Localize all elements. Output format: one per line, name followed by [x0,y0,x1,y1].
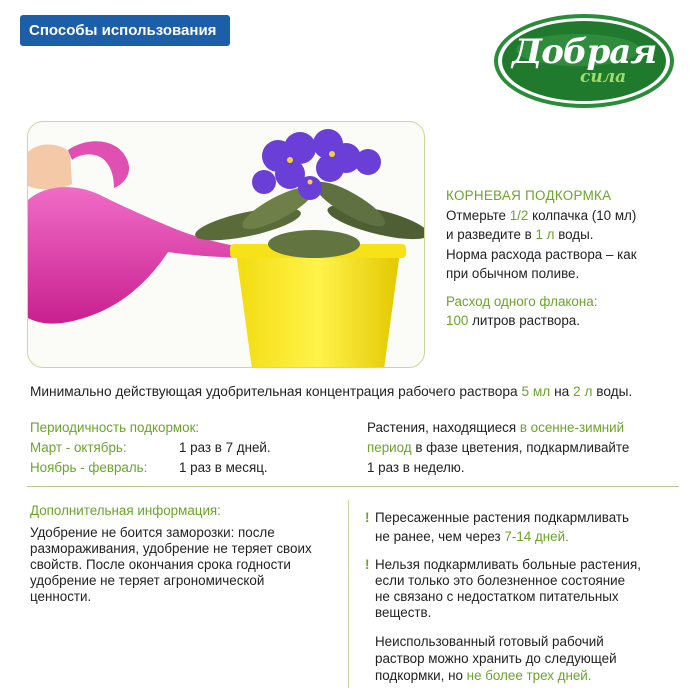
min-concentration-amount-1: 5 мл [521,384,551,399]
min-concentration-line [30,384,632,399]
storage-note [365,633,687,684]
additional-info-title: Дополнительная информация: [30,503,221,518]
transplant-note [365,510,687,545]
bottle-yield-amount: 100 [446,313,469,328]
transplant-note-line-2 [375,529,687,545]
section-divider [27,486,679,487]
dosage-line [446,206,686,226]
sick-note-line: веществ. [375,605,432,620]
column-divider [348,500,349,688]
bottle-yield-line [446,311,686,331]
dosage-text-tail: колпачка (10 мл) [528,207,637,223]
periodicity-label: Март - октябрь: [30,440,127,455]
autumn-note-line-3: 1 раз в неделю. [367,460,465,475]
periodicity-value: 1 раз в 7 дней. [179,440,271,455]
storage-note-line: Неиспользованный готовый рабочий [375,634,604,649]
storage-note-line [375,667,687,684]
notes-block [365,510,687,684]
watering-plant-illustration [28,122,425,368]
violet-flowers-icon [252,129,381,200]
autumn-note-highlight: в осенне-зимний [519,420,625,435]
exclamation-icon: ! [365,510,370,525]
storage-note-pre: подкормки, но [375,668,467,683]
sick-note-line: не связано с недостатком питательных [375,589,619,604]
additional-info-line: размораживания, удобрение не теряет своих [30,541,312,556]
root-feeding-title: КОРНЕВАЯ ПОДКОРМКА [446,188,612,203]
section-title-badge: Способы использования [20,15,230,46]
autumn-note-text: Растения, находящиеся [367,420,520,435]
pot-icon [236,252,400,368]
dilution-text-tail: воды. [554,227,594,242]
transplant-note-line: Пересаженные растения подкармливать [375,510,629,525]
transplant-note-text [375,510,687,545]
transplant-days: 7-14 дней. [504,529,569,544]
watering-can-icon [28,187,258,324]
additional-info-line: ценности. [30,589,92,604]
transplant-note-pre: не ранее, чем через [375,529,505,544]
product-usage-photo [27,121,425,368]
exclamation-icon: ! [365,557,370,572]
periodicity-title: Периодичность подкормок: [30,420,200,435]
hand-icon [28,145,72,190]
dosage-text: Отмерьте [446,207,510,223]
min-concentration-tail: воды. [592,384,633,399]
additional-info-line: Удобрение не боится заморозки: после [30,525,275,540]
autumn-winter-note [367,418,687,478]
periodicity-row [30,458,350,478]
autumn-note-text-2: в фазе цветения, подкармливайте [411,440,630,455]
sick-plants-note-text [375,557,687,621]
storage-days: не более трех дней. [466,668,592,683]
logo-subtitle: сила [580,67,627,87]
sick-note-line: если только это болезненное состояние [375,573,626,588]
consumption-norm-line-2: при обычном поливе. [446,266,580,281]
dilution-amount: 1 л [535,227,555,242]
autumn-note-highlight-2: период [367,440,412,455]
root-feeding-block [446,186,686,331]
brand-logo [492,12,676,110]
dilution-text: и разведите в [446,227,536,242]
sick-note-line: Нельзя подкармливать больные растения, [375,557,641,572]
min-concentration-text: Минимально действующая удобрительная концентрация рабочего раствора [30,384,522,399]
dilution-line [446,225,686,245]
min-concentration-amount-2: 2 л [573,384,593,399]
autumn-note-line-1 [367,418,687,438]
bottle-yield-title: Расход одного флакона: [446,293,598,309]
additional-info-line: свойств. После окончания срока годности [30,557,291,572]
periodicity-value: 1 раз в месяц. [179,460,268,475]
logo-brand-text: Добрая [512,32,657,72]
periodicity-row [30,438,350,458]
dosage-amount: 1/2 [509,207,529,223]
additional-info-block [30,503,330,605]
autumn-note-line-2 [367,438,687,458]
periodicity-block [30,418,350,478]
storage-note-line: раствор можно хранить до следующей [375,651,617,666]
bottle-yield-text: литров раствора. [468,313,580,328]
additional-info-line: удобрение не теряет агрономической [30,573,265,588]
sick-plants-note [365,557,687,621]
periodicity-label: Ноябрь - февраль: [30,460,148,475]
min-concentration-mid: на [550,384,574,399]
consumption-norm-line: Норма расхода раствора – как [446,246,637,262]
